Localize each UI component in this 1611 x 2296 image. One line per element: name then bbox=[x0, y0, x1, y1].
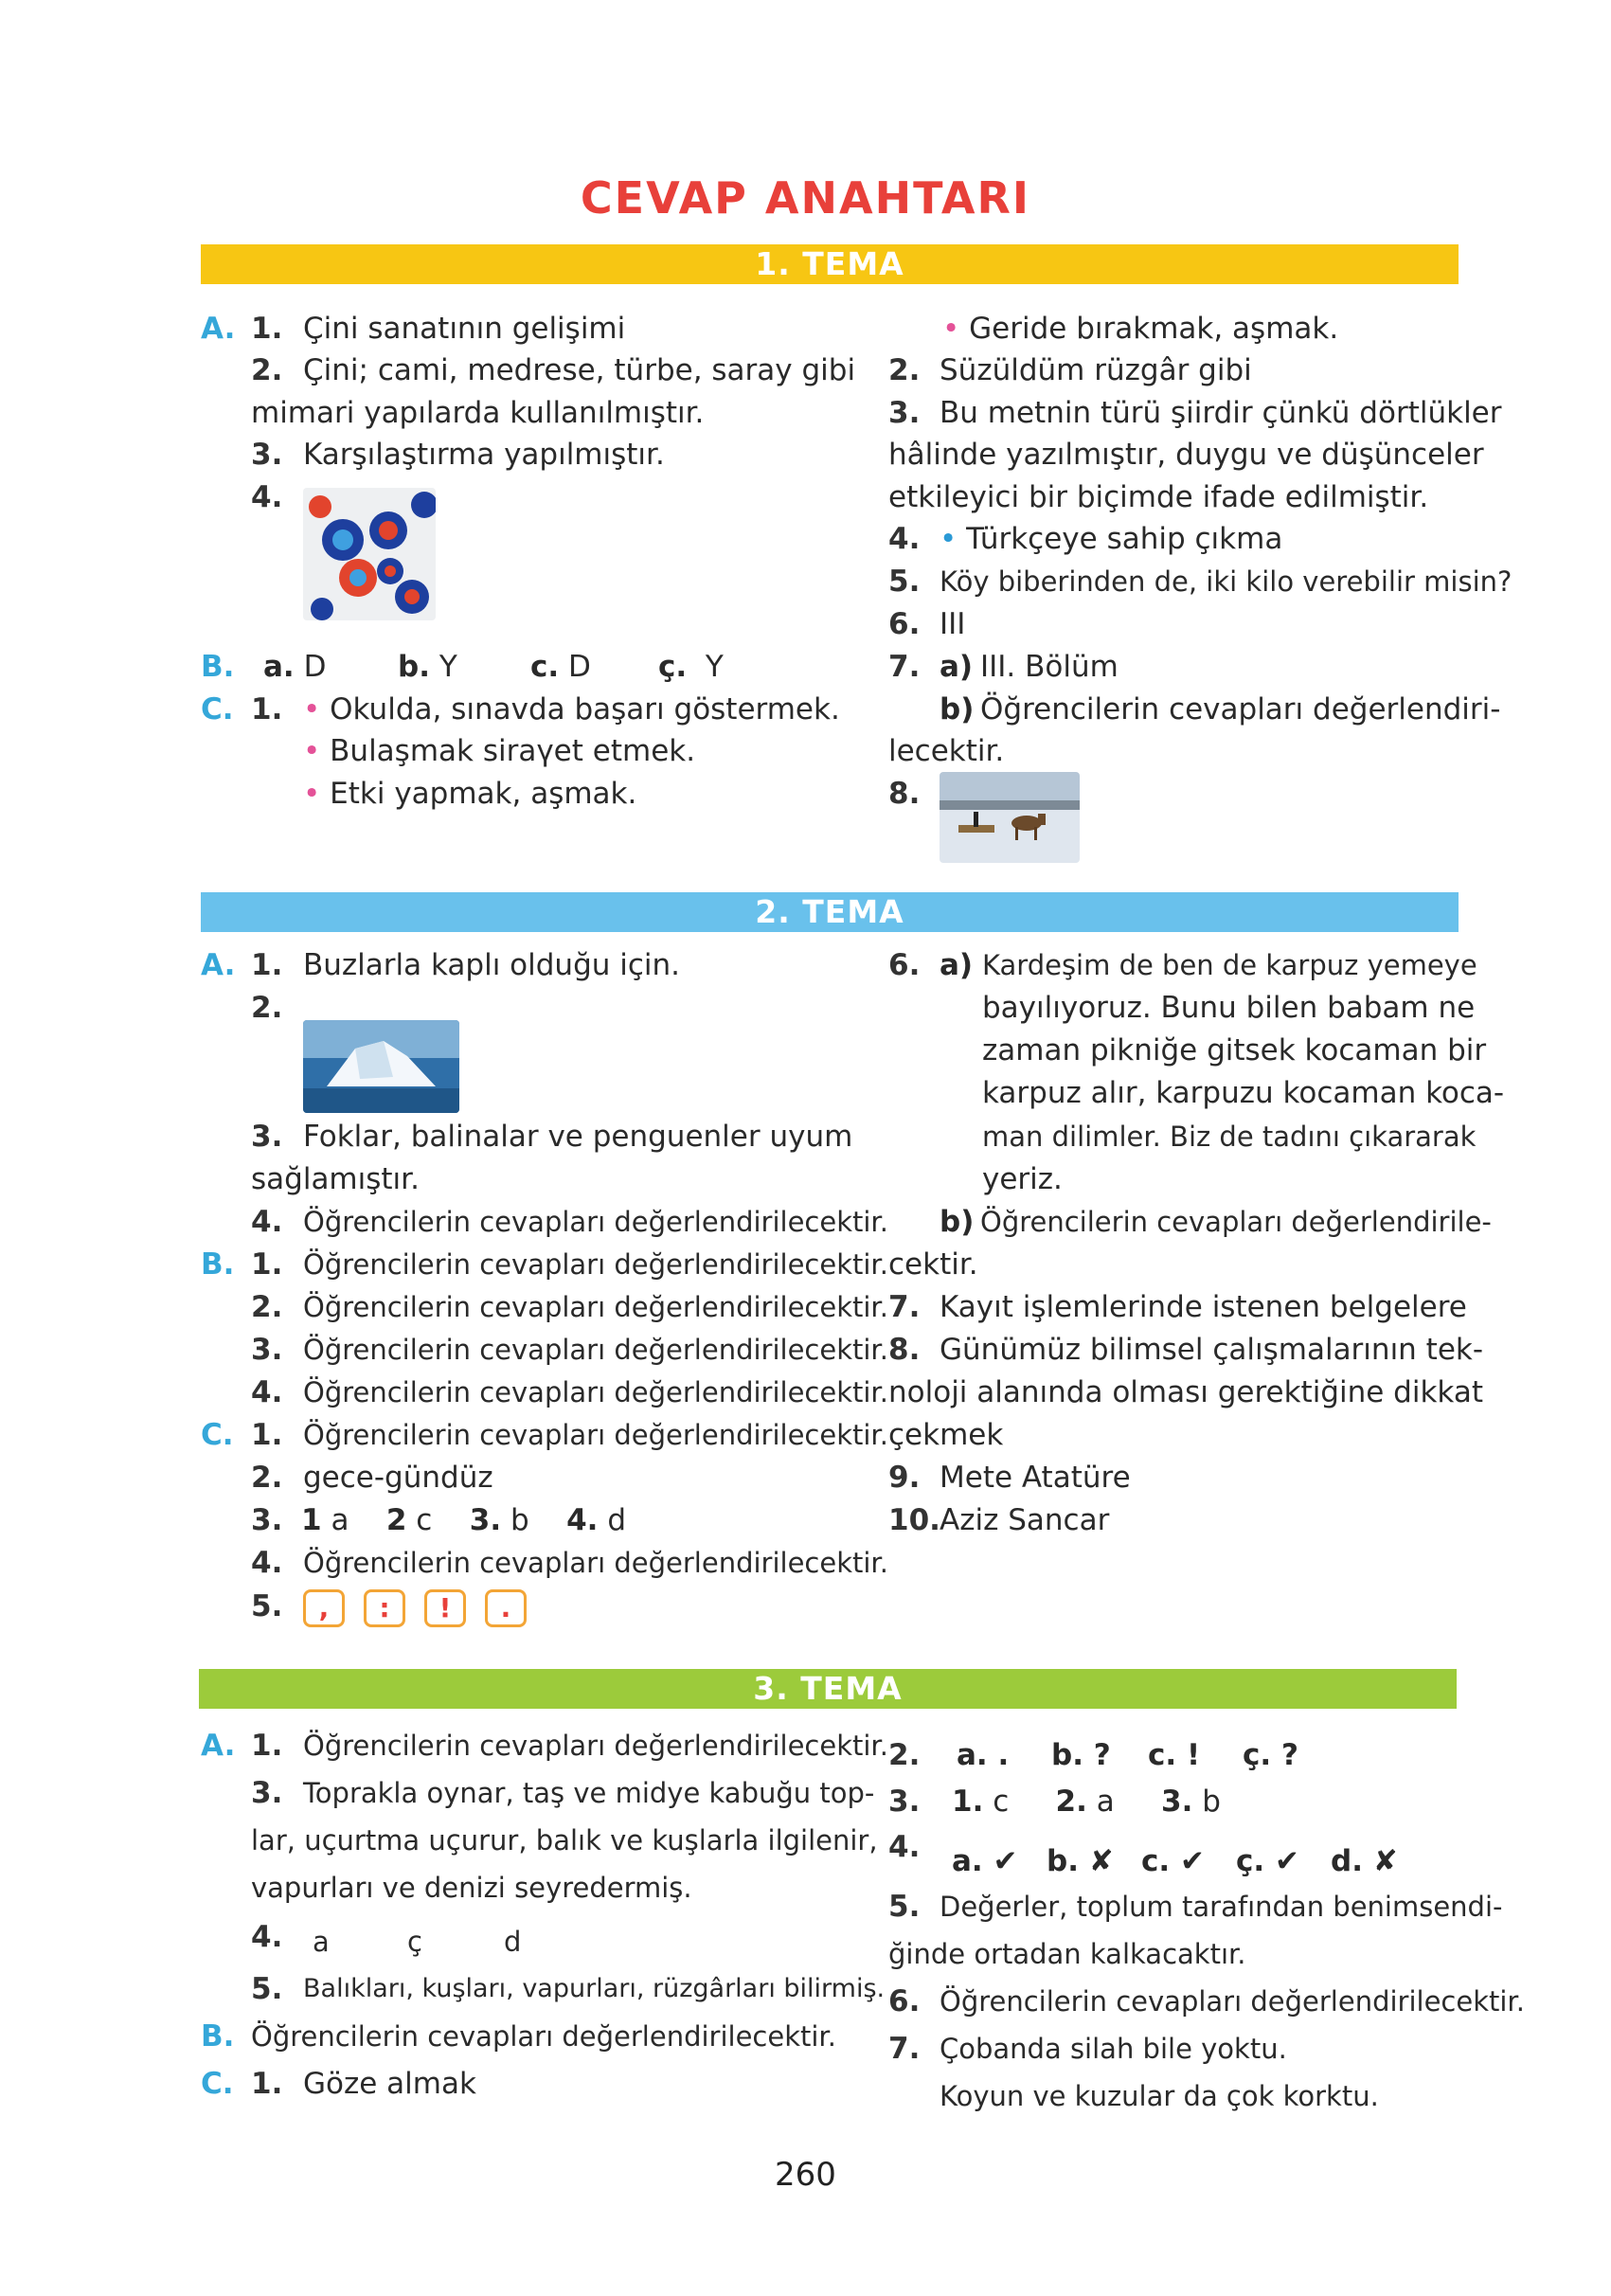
answer-text: Öğrencilerin cevapları değerlendirilecektir. bbox=[303, 1730, 888, 1762]
answer-text: zaman pikniğe gitsek kocaman bir bbox=[982, 1033, 1487, 1067]
item-number: 2. bbox=[888, 1738, 921, 1772]
item-number: 4. bbox=[251, 1205, 283, 1239]
answer-option: d. ✘ bbox=[1331, 1844, 1398, 1878]
answer-text: Günümüz bilimsel çalışmalarının tek- bbox=[940, 1333, 1484, 1367]
answer-row bbox=[263, 648, 326, 686]
punctuation-box: ! bbox=[424, 1589, 466, 1627]
item-number: 6. bbox=[888, 948, 921, 982]
option-label: a. bbox=[263, 650, 295, 684]
answer-text: Değerler, toplum tarafından benimsendi- bbox=[940, 1891, 1503, 1923]
iceberg-photo bbox=[303, 1020, 459, 1113]
section-letter: C. bbox=[201, 1418, 234, 1452]
section-letter: B. bbox=[201, 2019, 235, 2054]
item-number: 1. bbox=[251, 1418, 283, 1452]
answer-text: noloji alanında olması gerektiğine dikkat bbox=[888, 1375, 1483, 1409]
answer-text: Çobanda silah bile yoktu. bbox=[940, 2033, 1287, 2065]
item-number: 4. bbox=[251, 1375, 283, 1409]
horse-sled-photo bbox=[940, 772, 1080, 863]
answer-letter: a bbox=[313, 1926, 330, 1958]
item-number: 7. bbox=[888, 650, 921, 684]
matching-answers: 1 a 2 c 3. b 4. d bbox=[301, 1503, 626, 1537]
answer-text: cektir. bbox=[888, 1247, 978, 1282]
item-number: 10. bbox=[888, 1503, 940, 1537]
item-number: 2. bbox=[251, 1461, 283, 1495]
item-number: 4. bbox=[251, 480, 283, 514]
item-number: 3. bbox=[251, 1120, 283, 1154]
bullet-icon: • bbox=[942, 312, 960, 346]
answer-text: Karşılaştırma yapılmıştır. bbox=[303, 438, 665, 472]
answer-text: Öğrencilerin cevapları değerlendirilecektir. bbox=[303, 1547, 888, 1579]
answer-text: Öğrencilerin cevapları değerlendirilecektir. bbox=[303, 1248, 888, 1281]
answer-text: bayılıyoruz. Bunu bilen babam ne bbox=[982, 991, 1476, 1025]
answer-text: hâlinde yazılmıştır, duygu ve düşünceler bbox=[888, 438, 1484, 472]
item-number: 4. bbox=[888, 1830, 921, 1864]
answer-text: Öğrencilerin cevapları değerlendirilecektir. bbox=[303, 1334, 888, 1366]
option-label: b. bbox=[398, 650, 430, 684]
answer-text: ğinde ortadan kalkacaktır. bbox=[888, 1938, 1246, 1970]
option-value: D bbox=[303, 650, 327, 684]
answer-option: a. ✔ bbox=[952, 1844, 1018, 1878]
answer-text: etkileyici bir biçimde ifade edilmiştir. bbox=[888, 480, 1429, 514]
bullet-icon: • bbox=[303, 734, 321, 768]
answer-text: lar, uçurtma uçurur, balık ve kuşlarla ilgilenir, bbox=[251, 1824, 878, 1857]
item-number: 3. bbox=[888, 396, 921, 430]
item-number: 7. bbox=[888, 2032, 921, 2066]
bullet-icon: • bbox=[303, 777, 321, 811]
item-number: 1. bbox=[251, 312, 283, 346]
answer-text: lecektir. bbox=[888, 734, 1005, 768]
answer-text: • Bulaşmak siraүet etmek. bbox=[303, 734, 696, 768]
answer-text: Balıkları, kuşları, vapurları, rüzgârları bilirmiş. bbox=[303, 1974, 886, 2003]
answer-text: sağlamıştır. bbox=[251, 1162, 420, 1196]
item-number: 1. bbox=[251, 1247, 283, 1282]
answer-text: Koyun ve kuzular da çok korktu. bbox=[940, 2080, 1379, 2112]
answer-row bbox=[530, 648, 591, 686]
item-number: 2. bbox=[251, 1290, 283, 1324]
item-number: 1. bbox=[251, 2067, 283, 2101]
item-number: 1. bbox=[251, 1729, 283, 1763]
item-number: 8. bbox=[888, 1333, 921, 1367]
item-number: 4. bbox=[251, 1546, 283, 1580]
item-number: 2. bbox=[251, 353, 283, 387]
tile-pattern-image bbox=[303, 488, 436, 620]
item-number: 5. bbox=[888, 565, 921, 599]
section-letter: C. bbox=[201, 2067, 234, 2101]
answer-text: karpuz alır, karpuzu kocaman koca- bbox=[982, 1076, 1505, 1110]
tema-2-header: 2. TEMA bbox=[201, 892, 1459, 932]
answer-option: ç. ✔ bbox=[1236, 1844, 1299, 1878]
option-label: ç. bbox=[658, 650, 688, 684]
answer-text: Öğrencilerin cevapları değerlendirilecektir. bbox=[303, 1376, 888, 1408]
matching-answers: 1. c 2. a 3. b bbox=[952, 1785, 1221, 1819]
answer-text: • Etki yapmak, aşmak. bbox=[303, 777, 637, 811]
item-letter: b) bbox=[940, 1205, 975, 1239]
answer-option: b. ✘ bbox=[1047, 1844, 1114, 1878]
answer-text: • Türkçeye sahip çıkma bbox=[940, 522, 1283, 556]
answer-text: Öğrencilerin cevapları değerlendirilecektir. bbox=[303, 1291, 888, 1323]
item-letter: a) bbox=[940, 948, 974, 982]
bullet-icon: • bbox=[940, 522, 958, 556]
item-number: 2. bbox=[251, 991, 283, 1025]
bullet-icon: • bbox=[303, 692, 321, 726]
answer-letter: d bbox=[504, 1926, 522, 1958]
answer-text: Foklar, balinalar ve penguenler uyum bbox=[303, 1120, 853, 1154]
answer-text: çekmek bbox=[888, 1418, 1004, 1452]
section-letter: C. bbox=[201, 692, 234, 726]
answer-text: man dilimler. Biz de tadını çıkararak bbox=[982, 1121, 1477, 1153]
answer-row bbox=[398, 648, 457, 686]
answer-text: Köy biberinden de, iki kilo verebilir misin? bbox=[940, 565, 1513, 598]
answer-letter: ç bbox=[407, 1926, 422, 1958]
answer-text: yeriz. bbox=[982, 1162, 1063, 1196]
punctuation-boxes bbox=[303, 1589, 527, 1627]
answer-option: c. ! bbox=[1148, 1738, 1201, 1772]
answer-text: Bu metnin türü şiirdir çünkü dörtlükler bbox=[940, 396, 1502, 430]
item-number: 3. bbox=[251, 1503, 283, 1537]
item-number: 9. bbox=[888, 1461, 921, 1495]
answer-option: ç. ? bbox=[1243, 1738, 1298, 1772]
item-number: 3. bbox=[888, 1785, 921, 1819]
answer-text: vapurları ve denizi seyredermiş. bbox=[251, 1872, 692, 1904]
section-letter: B. bbox=[201, 1247, 235, 1282]
answer-text: • Okulda, sınavda başarı göstermek. bbox=[303, 692, 840, 726]
answer-text: Mete Atatüre bbox=[940, 1461, 1131, 1495]
answer-option: b. ? bbox=[1051, 1738, 1111, 1772]
answer-text: mimari yapılarda kullanılmıştır. bbox=[251, 396, 705, 430]
answer-option: c. ✔ bbox=[1141, 1844, 1205, 1878]
answer-text: Öğrencilerin cevapları değerlendirilecektir. bbox=[251, 2020, 836, 2053]
tema-3-header: 3. TEMA bbox=[199, 1669, 1457, 1709]
section-letter: A. bbox=[201, 1729, 236, 1763]
option-value: D bbox=[568, 650, 591, 684]
answer-text: gece-gündüz bbox=[303, 1461, 493, 1495]
item-number: 2. bbox=[888, 353, 921, 387]
option-value: Y bbox=[705, 650, 724, 684]
item-number: 3. bbox=[251, 438, 283, 472]
answer-text: • Geride bırakmak, aşmak. bbox=[942, 312, 1339, 346]
page-number: 260 bbox=[775, 2156, 836, 2194]
answer-text: Çini sanatının gelişimi bbox=[303, 312, 626, 346]
option-value: Y bbox=[439, 650, 457, 684]
item-number: 6. bbox=[888, 607, 921, 641]
item-number: 4. bbox=[888, 522, 921, 556]
punctuation-box: . bbox=[485, 1589, 527, 1627]
answer-text: Göze almak bbox=[303, 2067, 476, 2101]
page-title: CEVAP ANAHTARI bbox=[580, 172, 1031, 224]
answer-text: Süzüldüm rüzgâr gibi bbox=[940, 353, 1252, 387]
answer-text: III. Bölüm bbox=[980, 650, 1119, 684]
item-number: 6. bbox=[888, 1984, 921, 2018]
answer-text: Toprakla oynar, taş ve midye kabuğu top- bbox=[303, 1777, 875, 1809]
answer-text: Kardeşim de ben de karpuz yemeye bbox=[982, 949, 1477, 981]
answer-row bbox=[658, 648, 724, 686]
item-number: 7. bbox=[888, 1290, 921, 1324]
item-number: 5. bbox=[251, 1972, 283, 2006]
item-number: 1. bbox=[251, 948, 283, 982]
item-number: 3. bbox=[251, 1776, 283, 1810]
answer-text: Öğrencilerin cevapları değerlendirilecektir. bbox=[940, 1985, 1525, 2018]
punctuation-box: : bbox=[364, 1589, 405, 1627]
answer-text: Aziz Sancar bbox=[940, 1503, 1110, 1537]
item-letter: a) bbox=[940, 650, 974, 684]
section-letter: B. bbox=[201, 650, 235, 684]
answer-option: a. . bbox=[957, 1738, 1010, 1772]
answer-text: Öğrencilerin cevapları değerlendirilecektir. bbox=[303, 1206, 888, 1238]
answer-text: Öğrencilerin cevapları değerlendiri- bbox=[980, 692, 1501, 726]
item-number: 1. bbox=[251, 692, 283, 726]
answer-text: Öğrencilerin cevapları değerlendirilecektir. bbox=[303, 1419, 888, 1451]
section-letter: A. bbox=[201, 312, 236, 346]
item-number: 4. bbox=[251, 1920, 283, 1954]
answer-text: Buzlarla kaplı olduğu için. bbox=[303, 948, 681, 982]
item-number: 5. bbox=[251, 1589, 283, 1623]
answer-text: Çini; cami, medrese, türbe, saray gibi bbox=[303, 353, 856, 387]
tema-1-header: 1. TEMA bbox=[201, 244, 1459, 284]
option-label: c. bbox=[530, 650, 560, 684]
item-number: 5. bbox=[888, 1890, 921, 1924]
answer-text: III bbox=[940, 607, 966, 641]
item-number: 8. bbox=[888, 777, 921, 811]
section-letter: A. bbox=[201, 948, 236, 982]
answer-text: Öğrencilerin cevapları değerlendirile- bbox=[980, 1206, 1492, 1238]
item-number: 3. bbox=[251, 1333, 283, 1367]
item-letter: b) bbox=[940, 692, 975, 726]
answer-text: Kayıt işlemlerinde istenen belgelere bbox=[940, 1290, 1467, 1324]
punctuation-box: , bbox=[303, 1589, 345, 1627]
